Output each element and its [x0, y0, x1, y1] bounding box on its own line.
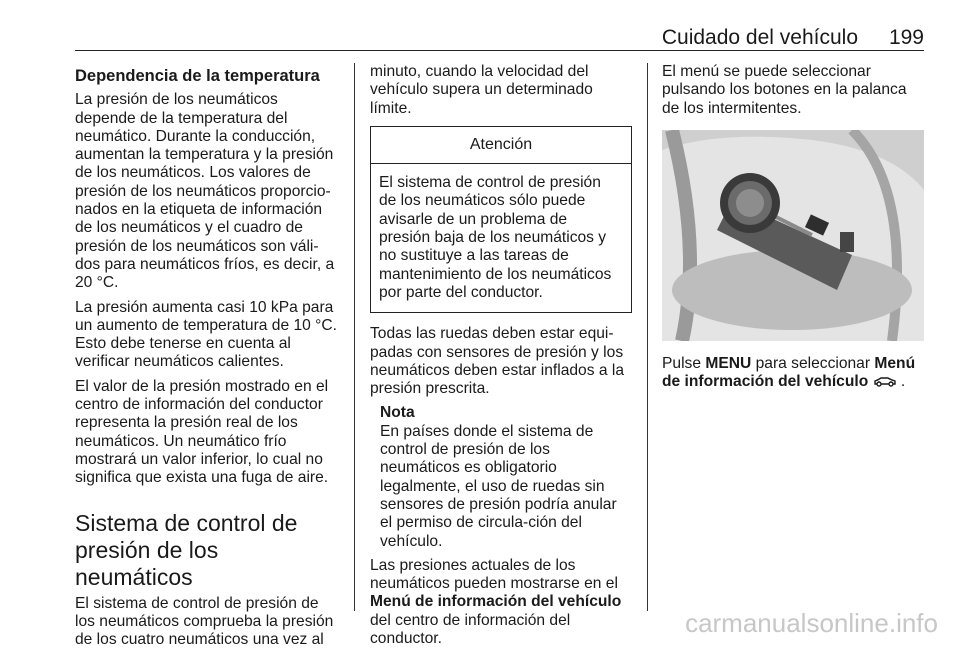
column-3	[662, 63, 924, 397]
section-heading: Sistema de control de presión de los neumáticos	[75, 509, 298, 590]
note-text: En países donde el sistema de control de presión de los neumáticos es obligatorio legalmente, el uso de ruedas sin sensores de presión podría anular el permiso de circula-ción del vehículo.	[380, 422, 617, 550]
paragraph-text: del centro de información del conductor.	[370, 611, 571, 648]
chapter-title: Cuidado del vehículo	[661, 26, 858, 49]
column-divider	[647, 63, 648, 611]
paragraph: minuto, cuando la velocidad del vehículo supera un determinado límite.	[370, 63, 593, 117]
paragraph-text: Pulse	[662, 354, 702, 372]
paragraph-text: para seleccionar	[755, 354, 871, 372]
paragraph	[370, 557, 632, 648]
paragraph: La presión de los neumáticos depende de la temperatura del neumático. Durante la conducción, aumentan la temperatura y la presión de los neumáticos. Los valores de presión de los neumáticos proporcio-nados en la etiqueta de información de los neumáticos y el cuadro de presión de los neumáticos son váli-dos para neumáticos fríos, es decir, a 20 °C.	[75, 91, 335, 292]
page-number: 199	[888, 26, 924, 49]
warning-text: El sistema de control de presión de los neumáticos sólo puede avisarle de un problema de presión baja de los neumáticos y no sustituye a las tareas de mantenimiento de los neumáticos por parte del conductor.	[379, 174, 612, 301]
header-rule	[75, 50, 924, 51]
menu-button-label: MENU	[705, 354, 752, 372]
paragraph: El sistema de control de presión de los neumáticos comprueba la presión de los cuatro neumáticos una vez al	[75, 594, 334, 649]
turn-signal-lever-illustration	[662, 130, 924, 341]
column-1	[75, 63, 340, 655]
note-block	[370, 404, 632, 550]
subsection-heading: Dependencia de la temperatura	[75, 67, 320, 85]
paragraph	[662, 355, 924, 392]
warning-title: Atención	[371, 127, 631, 164]
warning-box	[370, 126, 632, 313]
menu-name: Menú de información del vehículo	[662, 354, 916, 391]
paragraph: La presión aumenta casi 10 kPa para un aumento de temperatura de 10 °C. Esto debe tenerse en cuenta al verificar neumáticos calientes.	[75, 298, 337, 371]
paragraph-text: Las presiones actuales de los neumáticos pueden mostrarse en el	[370, 556, 618, 593]
paragraph: Todas las ruedas deben estar equi-padas con sensores de presión y los neumáticos deben estar inflados a la presión prescrita.	[370, 325, 624, 398]
paragraph-text: .	[900, 373, 906, 391]
watermark: carmanualsonline.info	[685, 608, 938, 638]
column-2	[370, 63, 632, 654]
paragraph: El valor de la presión mostrado en el centro de información del conductor representa la presión real de los neumáticos. Un neumático frío mostrará un valor inferior, lo cual no significa que exista una fuga de aire.	[75, 377, 329, 487]
car-icon	[873, 373, 901, 390]
menu-name: Menú de información del vehículo	[370, 593, 622, 611]
column-divider	[354, 63, 355, 611]
paragraph: El menú se puede seleccionar pulsando los botones en la palanca de los intermitentes.	[662, 63, 907, 117]
note-title: Nota	[380, 404, 415, 422]
page-header	[75, 26, 924, 52]
